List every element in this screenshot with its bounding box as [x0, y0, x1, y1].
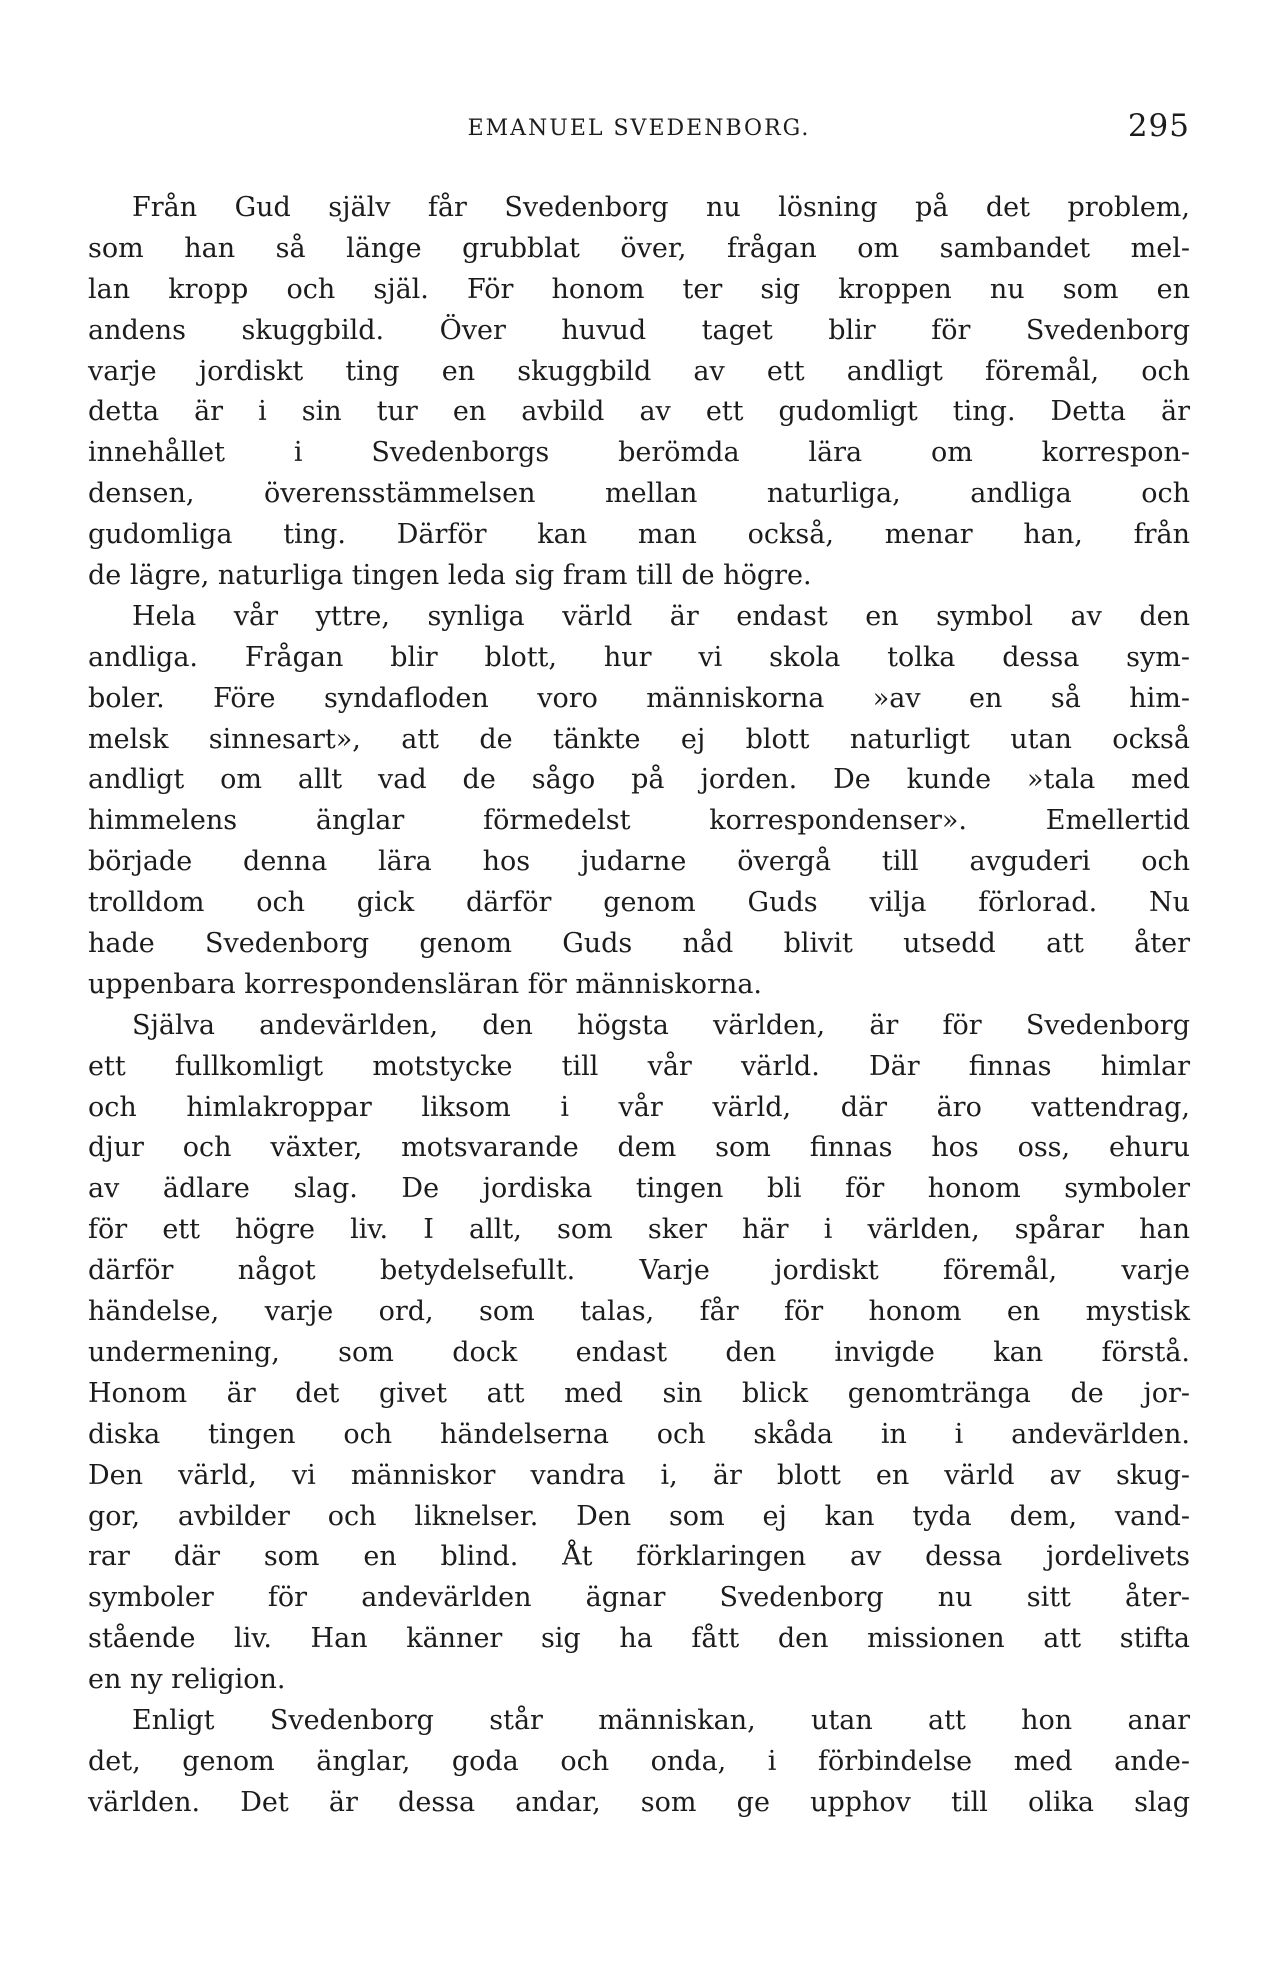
page-number: 295	[1127, 108, 1190, 144]
text-line: och himlakroppar liksom i vår värld, där äro vattendrag,	[88, 1091, 1190, 1123]
text-line: rar där som en blind. Åt förklaringen av dessa jordelivets	[88, 1541, 1190, 1573]
text-line: av ädlare slag. De jordiska tingen bli för honom symboler	[88, 1173, 1190, 1205]
text-line: boler. Före syndafloden voro människorna »av en så him-	[88, 682, 1190, 714]
text-line: en ny religion.	[88, 1664, 286, 1696]
text-line: andliga. Frågan blir blott, hur vi skola tolka dessa sym-	[88, 641, 1190, 673]
text-line: som han så länge grubblat över, frågan om sambandet mel-	[88, 232, 1190, 264]
text-line: började denna lära hos judarne övergå till avguderi och	[88, 846, 1190, 878]
text-line: lan kropp och själ. För honom ter sig kroppen nu som en	[88, 273, 1190, 305]
text-line: undermening, som dock endast den invigde kan förstå.	[88, 1336, 1190, 1368]
text-line: de lägre, naturliga tingen leda sig fram till de högre.	[88, 560, 812, 592]
text-line: densen, överensstämmelsen mellan naturliga, andliga och	[88, 478, 1190, 510]
text-line: det, genom änglar, goda och onda, i förbindelse med ande-	[88, 1745, 1190, 1777]
text-line: detta är i sin tur en avbild av ett gudomligt ting. Detta är	[88, 396, 1190, 428]
text-line: händelse, varje ord, som talas, får för honom en mystisk	[88, 1296, 1190, 1328]
text-line: melsk sinnesart», att de tänkte ej blott naturligt utan också	[88, 723, 1190, 755]
text-line: Den värld, vi människor vandra i, är blott en värld av skug-	[88, 1459, 1190, 1491]
text-line: Från Gud själv får Svedenborg nu lösning på det problem,	[132, 192, 1190, 223]
text-line: ett fullkomligt motstycke till vår värld. Där finnas himlar	[88, 1050, 1190, 1082]
text-line: Själva andevärlden, den högsta världen, är för Svedenborg	[132, 1009, 1190, 1041]
text-line: Honom är det givet att med sin blick genomtränga de jor-	[88, 1377, 1190, 1409]
text-line: djur och växter, motsvarande dem som finnas hos oss, ehuru	[88, 1132, 1190, 1164]
running-head: EMANUEL SVEDENBORG.	[467, 116, 811, 141]
text-line: för ett högre liv. I allt, som sker här i världen, spårar han	[88, 1214, 1190, 1246]
text-line: Enligt Svedenborg står människan, utan att hon anar	[132, 1704, 1190, 1736]
text-line: gudomliga ting. Därför kan man också, menar han, från	[88, 519, 1190, 551]
page-header	[88, 108, 1190, 148]
text-line: stående liv. Han känner sig ha fått den missionen att stifta	[88, 1623, 1190, 1655]
text-line: diska tingen och händelserna och skåda in i andevärlden.	[88, 1418, 1190, 1450]
text-line: uppenbara korrespondensläran för människorna.	[88, 968, 762, 1000]
text-line: Hela vår yttre, synliga värld är endast en symbol av den	[132, 600, 1190, 632]
text-line: gor, avbilder och liknelser. Den som ej kan tyda dem, vand-	[88, 1500, 1190, 1532]
text-line: trolldom och gick därför genom Guds vilja förlorad. Nu	[88, 887, 1190, 919]
text-line: innehållet i Svedenborgs berömda lära om korrespon-	[88, 437, 1190, 469]
body-text	[88, 188, 1190, 1824]
text-line: varje jordiskt ting en skuggbild av ett andligt föremål, och	[88, 355, 1190, 387]
text-line: andligt om allt vad de sågo på jorden. De kunde »tala med	[88, 764, 1190, 796]
text-line: hade Svedenborg genom Guds nåd blivit utsedd att åter	[88, 928, 1190, 960]
text-line: därför något betydelsefullt. Varje jordiskt föremål, varje	[88, 1255, 1190, 1287]
text-line: symboler för andevärlden ägnar Svedenborg nu sitt åter-	[88, 1582, 1190, 1614]
text-line: världen. Det är dessa andar, som ge upphov till olika slag	[88, 1786, 1190, 1818]
text-line: himmelens änglar förmedelst korrespondenser». Emellertid	[88, 805, 1190, 837]
text-line: andens skuggbild. Över huvud taget blir för Svedenborg	[88, 314, 1190, 346]
